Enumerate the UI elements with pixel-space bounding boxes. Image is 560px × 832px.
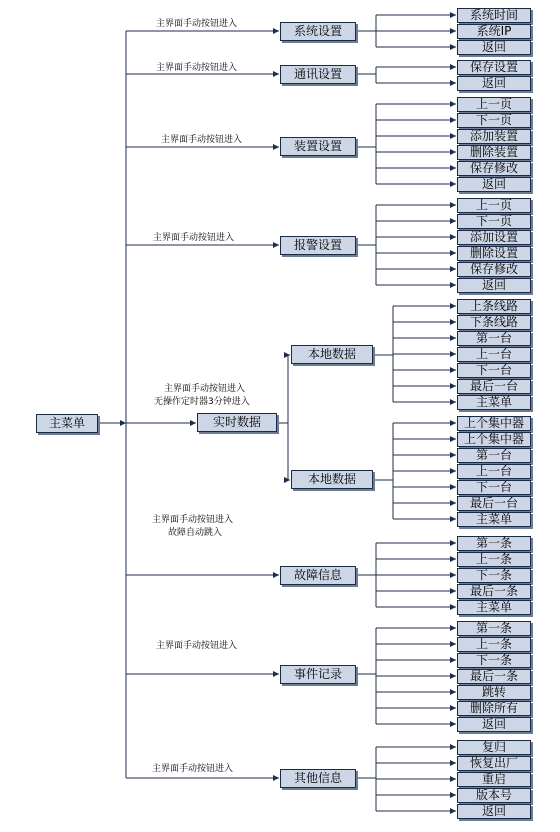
leaf-last-record: 最后一条: [457, 669, 531, 684]
arrowhead: [450, 165, 456, 171]
node-local-data-2: 本地数据: [291, 470, 373, 489]
arrowhead: [450, 399, 456, 405]
leaf-prev-page: 上一页: [457, 97, 531, 112]
arrowhead: [450, 760, 456, 766]
leaf-version: 版本号: [457, 788, 531, 803]
node-event-log: 事件记录: [280, 665, 356, 684]
leaf-prev-concentrator: 上个集中器: [457, 416, 531, 431]
arrowhead: [450, 117, 456, 123]
arrowhead: [450, 80, 456, 86]
leaf-delete-setting: 删除设置: [457, 246, 531, 261]
arrowhead: [450, 101, 456, 107]
root-node-main-menu: 主菜单: [36, 414, 98, 433]
leaf-return: 返回: [457, 804, 531, 819]
arrowhead: [450, 556, 456, 562]
arrowhead: [450, 572, 456, 578]
leaf-first-record: 第一条: [457, 536, 531, 551]
arrowhead: [273, 144, 279, 150]
arrowhead: [450, 64, 456, 70]
arrowhead: [450, 367, 456, 373]
leaf-prev-unit: 上一台: [457, 464, 531, 479]
arrowhead: [450, 484, 456, 490]
arrowhead: [450, 218, 456, 224]
arrowhead: [450, 625, 456, 631]
arrowhead: [450, 657, 456, 663]
node-other-info: 其他信息: [280, 769, 356, 788]
arrowhead: [450, 540, 456, 546]
arrowhead: [450, 436, 456, 442]
arrowhead: [450, 266, 456, 272]
arrowhead: [450, 420, 456, 426]
leaf-main-menu: 主菜单: [457, 600, 531, 615]
leaf-return: 返回: [457, 177, 531, 192]
note-other-info: 主界面手动按钮进入: [152, 764, 234, 774]
note-fault-line2: 故障自动跳入: [168, 528, 223, 538]
leaf-return: 返回: [457, 40, 531, 55]
arrowhead: [450, 516, 456, 522]
leaf-reset: 复归: [457, 740, 531, 755]
arrowhead: [450, 744, 456, 750]
arrowhead: [450, 250, 456, 256]
leaf-return: 返回: [457, 76, 531, 91]
leaf-last-record: 最后一条: [457, 584, 531, 599]
arrowhead: [120, 420, 126, 426]
leaf-factory-reset: 恢复出厂: [457, 756, 531, 771]
note-event-log: 主界面手动按钮进入: [156, 641, 238, 651]
leaf-next-line: 下条线路: [457, 315, 531, 330]
arrowhead: [450, 705, 456, 711]
arrowhead: [450, 319, 456, 325]
arrowhead: [273, 775, 279, 781]
leaf-next-unit: 下一台: [457, 480, 531, 495]
arrowhead: [450, 500, 456, 506]
leaf-main-menu: 主菜单: [457, 512, 531, 527]
node-device-settings: 装置设置: [280, 137, 356, 156]
note-comm-settings: 主界面手动按钮进入: [156, 63, 238, 73]
leaf-last-unit: 最后一台: [457, 379, 531, 394]
node-comm-settings: 通讯设置: [280, 65, 356, 84]
arrowhead: [450, 776, 456, 782]
leaf-add-device: 添加装置: [457, 129, 531, 144]
arrowhead: [450, 792, 456, 798]
leaf-jump: 跳转: [457, 685, 531, 700]
arrowhead: [273, 28, 279, 34]
arrowhead: [450, 673, 456, 679]
node-alarm-settings: 报警设置: [280, 236, 356, 255]
leaf-save-changes: 保存修改: [457, 161, 531, 176]
arrowhead: [450, 335, 456, 341]
leaf-last-unit: 最后一台: [457, 496, 531, 511]
arrowhead: [450, 689, 456, 695]
note-device-settings: 主界面手动按钮进入: [161, 135, 243, 145]
leaf-first-record: 第一条: [457, 621, 531, 636]
leaf-save-settings: 保存设置: [457, 60, 531, 75]
leaf-save-changes: 保存修改: [457, 262, 531, 277]
leaf-return: 返回: [457, 278, 531, 293]
note-fault-line1: 主界面手动按钮进入: [152, 515, 234, 525]
leaf-next-record: 下一条: [457, 568, 531, 583]
leaf-prev-record: 上一条: [457, 552, 531, 567]
note-realtime-line2: 无操作定时器3分钟进入: [154, 397, 250, 407]
arrowhead: [450, 28, 456, 34]
leaf-prev-page: 上一页: [457, 198, 531, 213]
arrowhead: [450, 149, 456, 155]
leaf-add-setting: 添加设置: [457, 230, 531, 245]
leaf-prev-concentrator: 上个集中器: [457, 432, 531, 447]
arrowhead: [450, 303, 456, 309]
node-realtime-data: 实时数据: [197, 413, 277, 432]
leaf-system-ip: 系统IP: [457, 24, 531, 39]
node-local-data-1: 本地数据: [291, 345, 373, 364]
arrowhead: [450, 452, 456, 458]
note-system-settings: 主界面手动按钮进入: [156, 19, 238, 29]
leaf-next-unit: 下一台: [457, 363, 531, 378]
arrowhead: [450, 604, 456, 610]
arrowhead: [450, 468, 456, 474]
note-realtime-line1: 主界面手动按钮进入: [164, 384, 246, 394]
arrowhead: [450, 12, 456, 18]
node-system-settings: 系统设置: [280, 22, 356, 41]
arrowhead: [273, 71, 279, 77]
arrowhead: [450, 44, 456, 50]
leaf-return: 返回: [457, 717, 531, 732]
arrowhead: [450, 234, 456, 240]
arrowhead: [450, 202, 456, 208]
arrowhead: [450, 721, 456, 727]
arrowhead: [450, 383, 456, 389]
leaf-system-time: 系统时间: [457, 8, 531, 23]
leaf-delete-device: 删除装置: [457, 145, 531, 160]
leaf-next-record: 下一条: [457, 653, 531, 668]
arrowhead: [450, 282, 456, 288]
arrowhead: [450, 641, 456, 647]
leaf-next-page: 下一页: [457, 214, 531, 229]
leaf-next-page: 下一页: [457, 113, 531, 128]
leaf-delete-all: 删除所有: [457, 701, 531, 716]
node-fault-info: 故障信息: [280, 566, 356, 585]
arrowhead: [273, 671, 279, 677]
note-alarm-settings: 主界面手动按钮进入: [153, 233, 235, 243]
arrowhead: [450, 808, 456, 814]
arrowhead: [450, 181, 456, 187]
arrowhead: [284, 477, 290, 483]
leaf-first-unit: 第一台: [457, 331, 531, 346]
leaf-prev-record: 上一条: [457, 637, 531, 652]
leaf-prev-line: 上条线路: [457, 299, 531, 314]
arrowhead: [273, 572, 279, 578]
arrowhead: [190, 420, 196, 426]
arrowhead: [450, 133, 456, 139]
arrowhead: [450, 351, 456, 357]
leaf-first-unit: 第一台: [457, 448, 531, 463]
leaf-restart: 重启: [457, 772, 531, 787]
arrowhead: [450, 588, 456, 594]
leaf-prev-unit: 上一台: [457, 347, 531, 362]
arrowhead: [273, 242, 279, 248]
leaf-main-menu: 主菜单: [457, 395, 531, 410]
arrowhead: [284, 352, 290, 358]
